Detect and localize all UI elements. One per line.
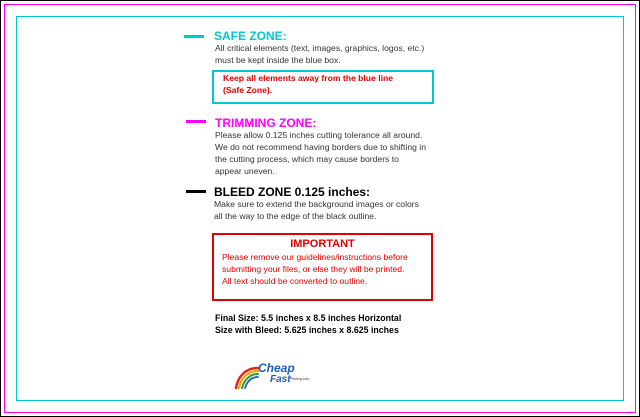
bleed-zone-title: BLEED ZONE 0.125 inches: xyxy=(214,185,371,199)
safe-zone-line-2: must be kept inside the blue box. xyxy=(215,55,341,65)
final-size-text: Final Size: 5.5 inches x 8.5 inches Horizontal xyxy=(215,313,402,323)
logo-word-fast: Fast xyxy=(270,374,291,385)
trimming-zone-line-1: Please allow 0.125 inches cutting tolerance all around. xyxy=(215,130,423,140)
important-title: IMPORTANT xyxy=(290,238,355,250)
safe-zone-legend-line xyxy=(184,35,204,38)
bleed-zone-legend-line xyxy=(186,190,206,193)
cheap-fast-printing-logo xyxy=(232,362,318,392)
important-line-3: All text should be converted to outline. xyxy=(222,276,368,286)
trimming-zone-legend-line xyxy=(186,120,206,123)
trimming-zone-title: TRIMMING ZONE: xyxy=(215,116,317,130)
important-line-1: Please remove our guidelines/instructions before xyxy=(222,252,408,262)
trimming-zone-line-2: We do not recommend having borders due to shifting in xyxy=(215,142,426,152)
bleed-zone-line-1: Make sure to extend the background images or colors xyxy=(214,199,419,209)
safe-zone-note-line-1: Keep all elements away from the blue line xyxy=(223,73,394,83)
bleed-size-text: Size with Bleed: 5.625 inches x 8.625 inches xyxy=(215,325,399,335)
trimming-zone-line-4: appear uneven. xyxy=(215,166,275,176)
logo-tagline: Printing.com xyxy=(290,377,310,381)
safe-zone-title: SAFE ZONE: xyxy=(214,29,287,43)
important-line-2: submitting your files, or else they will be printed. xyxy=(222,264,405,274)
bleed-zone-line-2: all the way to the edge of the black outline. xyxy=(214,211,377,221)
trimming-zone-line-3: the cutting process, which may cause borders to xyxy=(215,154,399,164)
safe-zone-line-1: All critical elements (text, images, graphics, logos, etc.) xyxy=(215,43,425,53)
logo-word-cheap: Cheap xyxy=(258,361,295,375)
safe-zone-note-line-2: (Safe Zone). xyxy=(223,85,273,95)
